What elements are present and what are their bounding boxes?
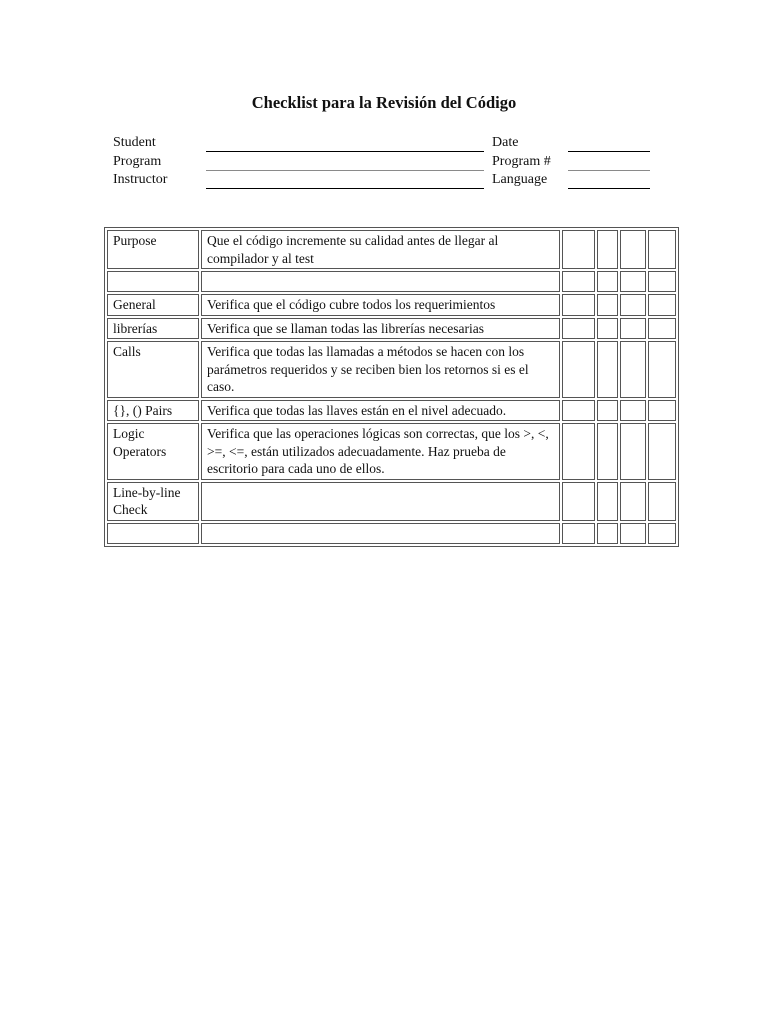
check-cell[interactable] <box>648 400 676 422</box>
check-cell[interactable] <box>562 294 595 316</box>
table-row <box>107 230 676 269</box>
row-description <box>201 482 560 521</box>
language-label: Language <box>492 172 548 187</box>
check-cell[interactable] <box>648 271 676 292</box>
row-description: Verifica que el código cubre todos los requerimientos <box>201 294 560 316</box>
check-cell[interactable] <box>562 271 595 292</box>
check-cell[interactable] <box>562 318 595 340</box>
row-description: Verifica que todas las llaves están en el nivel adecuado. <box>201 400 560 422</box>
check-cell[interactable] <box>620 482 646 521</box>
check-cell[interactable] <box>562 482 595 521</box>
check-cell[interactable] <box>620 318 646 340</box>
row-label: Logic Operators <box>107 423 199 480</box>
check-cell[interactable] <box>597 271 618 292</box>
language-field[interactable] <box>568 188 650 189</box>
row-label: Purpose <box>107 230 199 269</box>
row-label: General <box>107 294 199 316</box>
check-cell[interactable] <box>620 341 646 398</box>
table-row <box>107 271 676 292</box>
check-cell[interactable] <box>648 523 676 544</box>
date-label: Date <box>492 135 519 150</box>
check-cell[interactable] <box>597 230 618 269</box>
row-label <box>107 523 199 544</box>
check-cell[interactable] <box>648 482 676 521</box>
table-row <box>107 523 676 544</box>
program-number-field[interactable] <box>568 170 650 171</box>
program-field[interactable] <box>206 170 484 171</box>
program-number-label: Program # <box>492 154 551 169</box>
check-cell[interactable] <box>620 271 646 292</box>
check-cell[interactable] <box>648 423 676 480</box>
check-cell[interactable] <box>620 294 646 316</box>
row-label: Calls <box>107 341 199 398</box>
row-label: Line-by-line Check <box>107 482 199 521</box>
check-cell[interactable] <box>648 294 676 316</box>
check-cell[interactable] <box>597 523 618 544</box>
date-field[interactable] <box>568 151 650 152</box>
check-cell[interactable] <box>597 482 618 521</box>
table-row <box>107 341 676 398</box>
check-cell[interactable] <box>597 423 618 480</box>
table-row <box>107 423 676 480</box>
check-cell[interactable] <box>620 230 646 269</box>
check-cell[interactable] <box>648 341 676 398</box>
check-cell[interactable] <box>620 400 646 422</box>
check-cell[interactable] <box>620 523 646 544</box>
instructor-label: Instructor <box>113 172 168 187</box>
instructor-field[interactable] <box>206 188 484 189</box>
student-label: Student <box>113 135 156 150</box>
row-label: librerías <box>107 318 199 340</box>
check-cell[interactable] <box>597 318 618 340</box>
row-description: Verifica que se llaman todas las librerías necesarias <box>201 318 560 340</box>
row-label <box>107 271 199 292</box>
row-description <box>201 271 560 292</box>
check-cell[interactable] <box>562 523 595 544</box>
check-cell[interactable] <box>648 318 676 340</box>
row-label: {}, () Pairs <box>107 400 199 422</box>
page-title: Checklist para la Revisión del Código <box>251 93 517 112</box>
table-row <box>107 318 676 340</box>
check-cell[interactable] <box>562 230 595 269</box>
row-description: Verifica que las operaciones lógicas son correctas, que los >, <, >=, <=, están utilizados adecuadamente. Haz prueba de escritorio para cada uno de ellos. <box>201 423 560 480</box>
program-label: Program <box>113 154 162 169</box>
check-cell[interactable] <box>562 400 595 422</box>
check-cell[interactable] <box>597 294 618 316</box>
student-field[interactable] <box>206 151 484 152</box>
check-cell[interactable] <box>648 230 676 269</box>
table-row <box>107 400 676 422</box>
checklist-table <box>104 227 679 547</box>
table-row <box>107 294 676 316</box>
check-cell[interactable] <box>620 423 646 480</box>
check-cell[interactable] <box>597 400 618 422</box>
table-row <box>107 482 676 521</box>
row-description: Verifica que todas las llamadas a métodos se hacen con los parámetros requeridos y se reciben bien los retornos si es el caso. <box>201 341 560 398</box>
row-description <box>201 523 560 544</box>
row-description: Que el código incremente su calidad antes de llegar al compilador y al test <box>201 230 560 269</box>
check-cell[interactable] <box>562 341 595 398</box>
check-cell[interactable] <box>562 423 595 480</box>
check-cell[interactable] <box>597 341 618 398</box>
